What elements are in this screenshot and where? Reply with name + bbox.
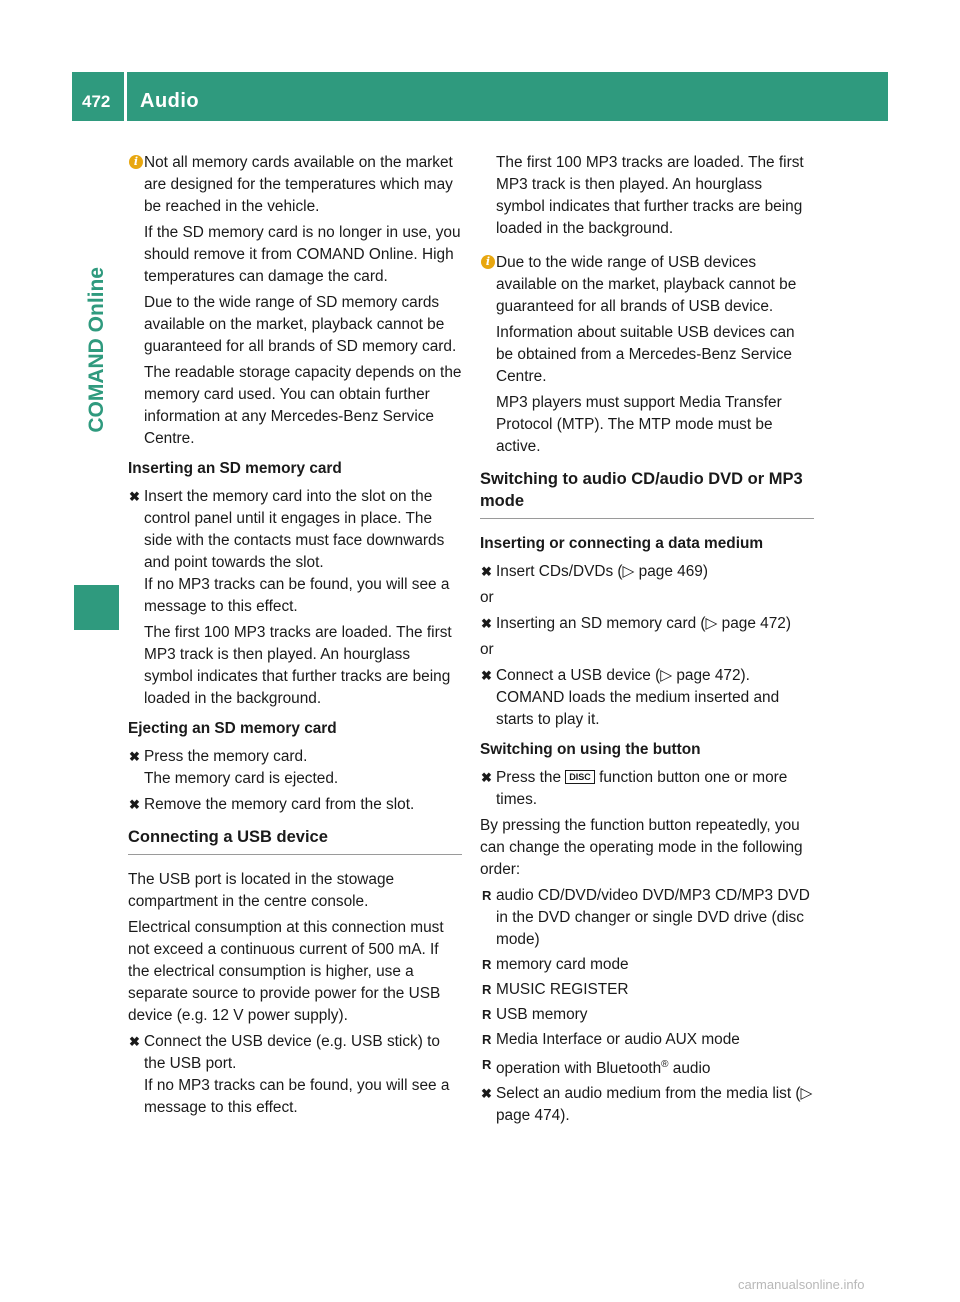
step-arrow-icon: ✖ <box>481 1086 492 1102</box>
info-paragraph: Due to the wide range of SD memory cards available on the market, playback cannot be guaranteed for all brands of SD memory card. <box>144 294 457 355</box>
step-arrow-icon: ✖ <box>481 616 492 631</box>
info-paragraph: Due to the wide range of USB devices available on the market, playback cannot be guaranteed for all brands of USB device. <box>496 254 797 315</box>
subheading-eject-sd: Ejecting an SD memory card <box>128 720 337 737</box>
step-arrow-icon: ✖ <box>481 770 492 785</box>
paragraph: Electrical consumption at this connection must not exceed a continuous current of 500 mA. If the electrical consumption is higher, use a separate source to provide power for the USB device (e.g. 12 V power supply). <box>128 919 444 1024</box>
step-text: Inserting an SD memory card (▷ page 472) <box>496 615 791 632</box>
step-text: Connect a USB device (▷ page 472). COMAND loads the medium inserted and starts to play it. <box>496 667 780 728</box>
instruction-step <box>480 767 814 811</box>
info-paragraph: MP3 players must support Media Transfer Protocol (MTP). The MTP mode must be active. <box>496 394 782 455</box>
list-item: R memory card mode <box>480 954 814 976</box>
info-paragraph: If the SD memory card is no longer in use, you should remove it from COMAND Online. High temperatures can damage the card. <box>144 224 461 285</box>
step-text: Press the memory card. The memory card is ejected. <box>144 748 339 787</box>
step-arrow-icon: ✖ <box>129 749 140 764</box>
step-arrow-icon: ✖ <box>129 489 140 504</box>
bullet-icon: R <box>482 957 492 972</box>
step-text: Press the DISC function button one or more times. <box>496 769 788 808</box>
info-note-sd <box>128 152 462 450</box>
info-icon: i <box>481 255 495 269</box>
step-text: Connect the USB device (e.g. USB stick) to the USB port. If no MP3 tracks can be found, you will see a message to this effect. <box>144 1033 450 1116</box>
subheading-button: Switching on using the button <box>480 741 701 758</box>
bullet-icon: R <box>482 1032 492 1047</box>
list-item: R USB memory <box>480 1004 814 1026</box>
chapter-tab <box>72 130 121 570</box>
or-text: or <box>480 641 494 658</box>
page-header <box>72 72 888 121</box>
step-text: Insert CDs/DVDs (▷ page 469) <box>496 563 708 580</box>
page-title: Audio <box>140 90 200 112</box>
instruction-step <box>480 665 814 731</box>
left-column <box>128 152 462 1123</box>
info-icon: i <box>129 155 143 169</box>
info-paragraph: The readable storage capacity depends on the memory card used. You can obtain further information at any Mercedes-Benz Service Centre. <box>144 364 462 447</box>
list-item: R Media Interface or audio AUX mode <box>480 1029 814 1051</box>
chapter-marker <box>74 585 119 630</box>
page-number: 472 <box>82 92 111 111</box>
section-heading-switching: Switching to audio CD/audio DVD or MP3 mode <box>480 468 814 519</box>
step-arrow-icon: ✖ <box>129 797 140 812</box>
bullet-icon: R <box>482 982 492 997</box>
bullet-icon: R <box>482 888 492 903</box>
instruction-step <box>480 1083 814 1127</box>
watermark: carmanualsonline.info <box>738 1277 865 1292</box>
bullet-icon: R <box>482 1057 492 1072</box>
step-text: Select an audio medium from the media list (▷ page 474). <box>496 1085 813 1125</box>
section-heading-usb: Connecting a USB device <box>128 826 462 855</box>
instruction-step <box>128 1031 462 1119</box>
step-text: Remove the memory card from the slot. <box>144 796 415 813</box>
step-arrow-icon: ✖ <box>129 1034 140 1049</box>
instruction-step <box>480 613 814 635</box>
list-item: R MUSIC REGISTER <box>480 979 814 1001</box>
list-item: R operation with Bluetooth® audio <box>480 1054 814 1080</box>
info-note-usb <box>480 252 814 458</box>
instruction-step <box>128 746 462 790</box>
instruction-step <box>480 561 814 583</box>
paragraph: The USB port is located in the stowage compartment in the centre console. <box>128 871 395 910</box>
right-column <box>480 152 814 1131</box>
subheading-insert-sd: Inserting an SD memory card <box>128 460 342 477</box>
step-result: The first 100 MP3 tracks are loaded. The first MP3 track is then played. An hourglass symbol indicates that further tracks are being loaded in the background. <box>496 154 804 237</box>
step-arrow-icon: ✖ <box>481 668 492 683</box>
subheading-insert-medium: Inserting or connecting a data medium <box>480 535 764 552</box>
step-result: The first 100 MP3 tracks are loaded. The first MP3 track is then played. An hourglass symbol indicates that further tracks are being loaded in the background. <box>144 624 452 707</box>
or-text: or <box>480 589 494 606</box>
disc-button-icon: DISC <box>565 770 595 784</box>
step-text: Insert the memory card into the slot on the control panel until it engages in place. The side with the contacts must face downwards and point towards the slot. If no MP3 tracks can be found, you will see a message to this effect. <box>144 488 450 615</box>
step-arrow-icon: ✖ <box>481 564 492 579</box>
info-paragraph: Information about suitable USB devices can be obtained from a Mercedes-Benz Service Centre. <box>496 324 795 385</box>
chapter-label: COMAND Online <box>84 267 108 433</box>
list-item: R audio CD/DVD/video DVD/MP3 CD/MP3 DVD in the DVD changer or single DVD drive (disc mode) <box>482 887 810 948</box>
instruction-step <box>128 794 462 816</box>
info-paragraph: Not all memory cards available on the market are designed for the temperatures which may be reached in the vehicle. <box>144 154 453 215</box>
paragraph: By pressing the function button repeatedly, you can change the operating mode in the following order: <box>480 817 803 878</box>
instruction-step <box>128 486 462 618</box>
header-divider <box>124 72 127 121</box>
bullet-icon: R <box>482 1007 492 1022</box>
